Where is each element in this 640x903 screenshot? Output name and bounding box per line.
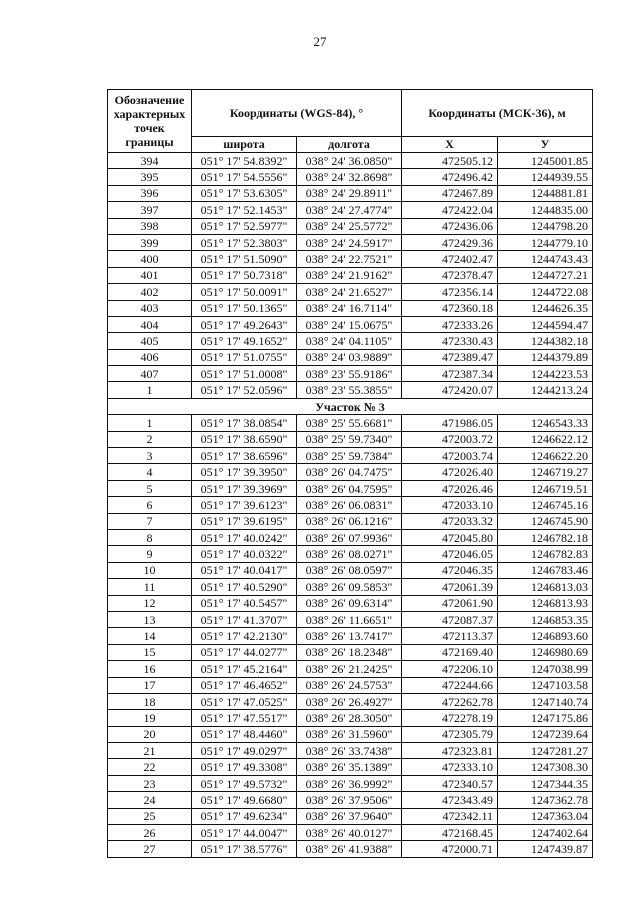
y-cell: 1244594.47 xyxy=(498,316,593,332)
longitude-cell: 038° 26' 09.6314" xyxy=(297,595,402,611)
x-cell: 472342.11 xyxy=(402,808,498,824)
header-y: У xyxy=(498,136,593,152)
latitude-cell: 051° 17' 47.5517" xyxy=(192,710,297,726)
table-row xyxy=(108,284,593,300)
longitude-cell: 038° 26' 40.0127" xyxy=(297,825,402,841)
x-cell: 472061.39 xyxy=(402,579,498,595)
y-cell: 1244779.10 xyxy=(498,234,593,250)
point-id-cell: 11 xyxy=(108,579,192,595)
y-cell: 1246980.69 xyxy=(498,644,593,660)
longitude-cell: 038° 24' 16.7114" xyxy=(297,300,402,316)
longitude-cell: 038° 26' 13.7417" xyxy=(297,628,402,644)
x-cell: 472360.18 xyxy=(402,300,498,316)
y-cell: 1244379.89 xyxy=(498,349,593,365)
latitude-cell: 051° 17' 51.0008" xyxy=(192,366,297,382)
table-row xyxy=(108,743,593,759)
latitude-cell: 051° 17' 46.4652" xyxy=(192,677,297,693)
table-row xyxy=(108,825,593,841)
table-row xyxy=(108,562,593,578)
longitude-cell: 038° 26' 28.3050" xyxy=(297,710,402,726)
x-cell: 472496.42 xyxy=(402,169,498,185)
y-cell: 1247239.64 xyxy=(498,726,593,742)
table-row xyxy=(108,808,593,824)
latitude-cell: 051° 17' 52.1453" xyxy=(192,202,297,218)
table-header-row xyxy=(108,90,593,137)
y-cell: 1247175.86 xyxy=(498,710,593,726)
longitude-cell: 038° 24' 27.4774" xyxy=(297,202,402,218)
y-cell: 1247281.27 xyxy=(498,743,593,759)
table-row xyxy=(108,775,593,791)
latitude-cell: 051° 17' 44.0277" xyxy=(192,644,297,660)
x-cell: 472169.40 xyxy=(402,644,498,660)
longitude-cell: 038° 26' 26.4927" xyxy=(297,693,402,709)
y-cell: 1247363.04 xyxy=(498,808,593,824)
table-row xyxy=(108,300,593,316)
latitude-cell: 051° 17' 54.8392" xyxy=(192,153,297,169)
point-id-cell: 397 xyxy=(108,202,192,218)
y-cell: 1244835.00 xyxy=(498,202,593,218)
x-cell: 472000.71 xyxy=(402,841,498,857)
point-id-cell: 21 xyxy=(108,743,192,759)
table-row xyxy=(108,431,593,447)
point-id-cell: 405 xyxy=(108,333,192,349)
y-cell: 1246622.20 xyxy=(498,448,593,464)
y-cell: 1244382.18 xyxy=(498,333,593,349)
longitude-cell: 038° 26' 04.7475" xyxy=(297,464,402,480)
table-row xyxy=(108,316,593,332)
y-cell: 1244626.35 xyxy=(498,300,593,316)
y-cell: 1246893.60 xyxy=(498,628,593,644)
latitude-cell: 051° 17' 49.5732" xyxy=(192,775,297,791)
longitude-cell: 038° 24' 36.0850" xyxy=(297,153,402,169)
point-id-cell: 402 xyxy=(108,284,192,300)
longitude-cell: 038° 24' 25.5772" xyxy=(297,218,402,234)
table-row xyxy=(108,628,593,644)
point-id-cell: 14 xyxy=(108,628,192,644)
x-cell: 472343.49 xyxy=(402,792,498,808)
y-cell: 1244213.24 xyxy=(498,382,593,398)
table-row xyxy=(108,644,593,660)
latitude-cell: 051° 17' 49.2643" xyxy=(192,316,297,332)
latitude-cell: 051° 17' 40.5290" xyxy=(192,579,297,595)
table-row xyxy=(108,218,593,234)
table-row xyxy=(108,267,593,283)
x-cell: 472467.89 xyxy=(402,185,498,201)
latitude-cell: 051° 17' 51.5090" xyxy=(192,251,297,267)
table-row xyxy=(108,202,593,218)
longitude-cell: 038° 26' 07.9936" xyxy=(297,529,402,545)
table-row xyxy=(108,382,593,398)
y-cell: 1247439.87 xyxy=(498,841,593,857)
latitude-cell: 051° 17' 38.6596" xyxy=(192,448,297,464)
table-row xyxy=(108,579,593,595)
point-id-cell: 26 xyxy=(108,825,192,841)
latitude-cell: 051° 17' 51.0755" xyxy=(192,349,297,365)
longitude-cell: 038° 26' 18.2348" xyxy=(297,644,402,660)
y-cell: 1244798.20 xyxy=(498,218,593,234)
point-id-cell: 403 xyxy=(108,300,192,316)
latitude-cell: 051° 17' 52.0596" xyxy=(192,382,297,398)
latitude-cell: 051° 17' 38.0854" xyxy=(192,415,297,431)
y-cell: 1244939.55 xyxy=(498,169,593,185)
latitude-cell: 051° 17' 50.7318" xyxy=(192,267,297,283)
y-cell: 1246622.12 xyxy=(498,431,593,447)
latitude-cell: 051° 17' 40.0242" xyxy=(192,529,297,545)
latitude-cell: 051° 17' 49.1652" xyxy=(192,333,297,349)
latitude-cell: 051° 17' 40.5457" xyxy=(192,595,297,611)
longitude-cell: 038° 26' 35.1389" xyxy=(297,759,402,775)
table-row xyxy=(108,513,593,529)
point-id-cell: 407 xyxy=(108,366,192,382)
point-id-cell: 17 xyxy=(108,677,192,693)
table-row xyxy=(108,595,593,611)
y-cell: 1247362.78 xyxy=(498,792,593,808)
table-row xyxy=(108,759,593,775)
point-id-cell: 404 xyxy=(108,316,192,332)
latitude-cell: 051° 17' 38.5776" xyxy=(192,841,297,857)
point-id-cell: 399 xyxy=(108,234,192,250)
longitude-cell: 038° 23' 55.9186" xyxy=(297,366,402,382)
longitude-cell: 038° 26' 41.9388" xyxy=(297,841,402,857)
longitude-cell: 038° 26' 37.9640" xyxy=(297,808,402,824)
point-id-cell: 394 xyxy=(108,153,192,169)
x-cell: 472278.19 xyxy=(402,710,498,726)
longitude-cell: 038° 26' 24.5753" xyxy=(297,677,402,693)
point-id-cell: 20 xyxy=(108,726,192,742)
y-cell: 1246745.16 xyxy=(498,497,593,513)
x-cell: 472046.35 xyxy=(402,562,498,578)
x-cell: 472330.43 xyxy=(402,333,498,349)
longitude-cell: 038° 24' 22.7521" xyxy=(297,251,402,267)
y-cell: 1247103.58 xyxy=(498,677,593,693)
latitude-cell: 051° 17' 49.6680" xyxy=(192,792,297,808)
table-row xyxy=(108,169,593,185)
longitude-cell: 038° 25' 55.6681" xyxy=(297,415,402,431)
point-id-cell: 401 xyxy=(108,267,192,283)
latitude-cell: 051° 17' 52.5977" xyxy=(192,218,297,234)
table-row xyxy=(108,464,593,480)
table-row xyxy=(108,185,593,201)
x-cell: 472206.10 xyxy=(402,661,498,677)
y-cell: 1247038.99 xyxy=(498,661,593,677)
table-row xyxy=(108,611,593,627)
longitude-cell: 038° 24' 21.9162" xyxy=(297,267,402,283)
page-number: 27 xyxy=(313,34,327,49)
longitude-cell: 038° 24' 04.1105" xyxy=(297,333,402,349)
y-cell: 1244223.53 xyxy=(498,366,593,382)
point-id-cell: 12 xyxy=(108,595,192,611)
latitude-cell: 051° 17' 45.2164" xyxy=(192,661,297,677)
latitude-cell: 051° 17' 42.2130" xyxy=(192,628,297,644)
longitude-cell: 038° 26' 37.9506" xyxy=(297,792,402,808)
longitude-cell: 038° 25' 59.7384" xyxy=(297,448,402,464)
point-id-cell: 7 xyxy=(108,513,192,529)
latitude-cell: 051° 17' 40.0417" xyxy=(192,562,297,578)
point-id-cell: 19 xyxy=(108,710,192,726)
point-id-cell: 9 xyxy=(108,546,192,562)
point-id-cell: 15 xyxy=(108,644,192,660)
y-cell: 1246853.35 xyxy=(498,611,593,627)
y-cell: 1246782.18 xyxy=(498,529,593,545)
longitude-cell: 038° 24' 24.5917" xyxy=(297,234,402,250)
latitude-cell: 051° 17' 49.0297" xyxy=(192,743,297,759)
table-row xyxy=(108,480,593,496)
longitude-cell: 038° 26' 31.5960" xyxy=(297,726,402,742)
longitude-cell: 038° 26' 36.9992" xyxy=(297,775,402,791)
point-id-cell: 10 xyxy=(108,562,192,578)
table-row xyxy=(108,841,593,857)
latitude-cell: 051° 17' 38.6590" xyxy=(192,431,297,447)
table-row xyxy=(108,234,593,250)
x-cell: 472333.10 xyxy=(402,759,498,775)
y-cell: 1246719.27 xyxy=(498,464,593,480)
x-cell: 472262.78 xyxy=(402,693,498,709)
y-cell: 1246719.51 xyxy=(498,480,593,496)
latitude-cell: 051° 17' 39.3969" xyxy=(192,480,297,496)
x-cell: 472389.47 xyxy=(402,349,498,365)
longitude-cell: 038° 26' 04.7595" xyxy=(297,480,402,496)
x-cell: 472323.81 xyxy=(402,743,498,759)
point-id-cell: 4 xyxy=(108,464,192,480)
longitude-cell: 038° 26' 06.0831" xyxy=(297,497,402,513)
table-row xyxy=(108,333,593,349)
x-cell: 472340.57 xyxy=(402,775,498,791)
y-cell: 1246813.93 xyxy=(498,595,593,611)
x-cell: 472420.07 xyxy=(402,382,498,398)
x-cell: 472305.79 xyxy=(402,726,498,742)
latitude-cell: 051° 17' 50.0091" xyxy=(192,284,297,300)
x-cell: 472026.46 xyxy=(402,480,498,496)
x-cell: 472003.72 xyxy=(402,431,498,447)
longitude-cell: 038° 26' 33.7438" xyxy=(297,743,402,759)
header-msk: Координаты (МСК-36), м xyxy=(402,90,593,137)
x-cell: 472356.14 xyxy=(402,284,498,300)
coordinates-table xyxy=(107,89,593,858)
x-cell: 472045.80 xyxy=(402,529,498,545)
y-cell: 1246813.03 xyxy=(498,579,593,595)
x-cell: 472333.26 xyxy=(402,316,498,332)
x-cell: 472436.06 xyxy=(402,218,498,234)
table-row xyxy=(108,546,593,562)
point-id-cell: 22 xyxy=(108,759,192,775)
x-cell: 472387.34 xyxy=(402,366,498,382)
y-cell: 1244722.08 xyxy=(498,284,593,300)
x-cell: 472033.10 xyxy=(402,497,498,513)
y-cell: 1247402.64 xyxy=(498,825,593,841)
x-cell: 472429.36 xyxy=(402,234,498,250)
latitude-cell: 051° 17' 50.1365" xyxy=(192,300,297,316)
table-row xyxy=(108,726,593,742)
table-row xyxy=(108,366,593,382)
point-id-cell: 16 xyxy=(108,661,192,677)
header-lat: широта xyxy=(192,136,297,152)
x-cell: 472003.74 xyxy=(402,448,498,464)
header-wgs: Координаты (WGS-84), ° xyxy=(192,90,402,137)
table-row xyxy=(108,448,593,464)
y-cell: 1244881.81 xyxy=(498,185,593,201)
point-id-cell: 395 xyxy=(108,169,192,185)
longitude-cell: 038° 24' 15.0675" xyxy=(297,316,402,332)
latitude-cell: 051° 17' 40.0322" xyxy=(192,546,297,562)
point-id-cell: 1 xyxy=(108,415,192,431)
point-id-cell: 6 xyxy=(108,497,192,513)
x-cell: 472505.12 xyxy=(402,153,498,169)
latitude-cell: 051° 17' 48.4460" xyxy=(192,726,297,742)
y-cell: 1244743.43 xyxy=(498,251,593,267)
longitude-cell: 038° 25' 59.7340" xyxy=(297,431,402,447)
longitude-cell: 038° 24' 29.8911" xyxy=(297,185,402,201)
latitude-cell: 051° 17' 49.3308" xyxy=(192,759,297,775)
latitude-cell: 051° 17' 52.3803" xyxy=(192,234,297,250)
header-point: Обозначение характерных точек границы xyxy=(108,90,192,153)
y-cell: 1247344.35 xyxy=(498,775,593,791)
x-cell: 472033.32 xyxy=(402,513,498,529)
y-cell: 1246782.83 xyxy=(498,546,593,562)
x-cell: 472244.66 xyxy=(402,677,498,693)
point-id-cell: 13 xyxy=(108,611,192,627)
longitude-cell: 038° 24' 03.9889" xyxy=(297,349,402,365)
table-row xyxy=(108,792,593,808)
x-cell: 472026.40 xyxy=(402,464,498,480)
y-cell: 1246783.46 xyxy=(498,562,593,578)
table-row xyxy=(108,677,593,693)
header-lon: долгота xyxy=(297,136,402,152)
point-id-cell: 3 xyxy=(108,448,192,464)
x-cell: 472422.04 xyxy=(402,202,498,218)
longitude-cell: 038° 24' 32.8698" xyxy=(297,169,402,185)
table-row xyxy=(108,251,593,267)
y-cell: 1245001.85 xyxy=(498,153,593,169)
x-cell: 472168.45 xyxy=(402,825,498,841)
latitude-cell: 051° 17' 54.5556" xyxy=(192,169,297,185)
table-row xyxy=(108,693,593,709)
x-cell: 472046.05 xyxy=(402,546,498,562)
y-cell: 1246543.33 xyxy=(498,415,593,431)
x-cell: 472402.47 xyxy=(402,251,498,267)
point-id-cell: 23 xyxy=(108,775,192,791)
latitude-cell: 051° 17' 49.6234" xyxy=(192,808,297,824)
y-cell: 1244727.21 xyxy=(498,267,593,283)
point-id-cell: 27 xyxy=(108,841,192,857)
table-row xyxy=(108,415,593,431)
point-id-cell: 1 xyxy=(108,382,192,398)
section-row xyxy=(108,398,593,414)
point-id-cell: 400 xyxy=(108,251,192,267)
longitude-cell: 038° 26' 21.2425" xyxy=(297,661,402,677)
point-id-cell: 8 xyxy=(108,529,192,545)
latitude-cell: 051° 17' 47.0525" xyxy=(192,693,297,709)
latitude-cell: 051° 17' 53.6305" xyxy=(192,185,297,201)
table-row xyxy=(108,349,593,365)
x-cell: 472087.37 xyxy=(402,611,498,627)
x-cell: 472061.90 xyxy=(402,595,498,611)
longitude-cell: 038° 23' 55.3855" xyxy=(297,382,402,398)
longitude-cell: 038° 26' 11.6651" xyxy=(297,611,402,627)
longitude-cell: 038° 24' 21.6527" xyxy=(297,284,402,300)
y-cell: 1246745.90 xyxy=(498,513,593,529)
table-body-part-2 xyxy=(108,415,593,858)
longitude-cell: 038° 26' 08.0597" xyxy=(297,562,402,578)
point-id-cell: 25 xyxy=(108,808,192,824)
table-row xyxy=(108,497,593,513)
table-row xyxy=(108,661,593,677)
table-row xyxy=(108,710,593,726)
header-x: X xyxy=(402,136,498,152)
point-id-cell: 24 xyxy=(108,792,192,808)
point-id-cell: 5 xyxy=(108,480,192,496)
point-id-cell: 2 xyxy=(108,431,192,447)
longitude-cell: 038° 26' 09.5853" xyxy=(297,579,402,595)
point-id-cell: 406 xyxy=(108,349,192,365)
table-body-part-1 xyxy=(108,153,593,399)
y-cell: 1247140.74 xyxy=(498,693,593,709)
latitude-cell: 051° 17' 41.3707" xyxy=(192,611,297,627)
x-cell: 472378.47 xyxy=(402,267,498,283)
table-row xyxy=(108,529,593,545)
latitude-cell: 051° 17' 39.3950" xyxy=(192,464,297,480)
section-title: Участок № 3 xyxy=(108,398,593,414)
latitude-cell: 051° 17' 44.0047" xyxy=(192,825,297,841)
table-row xyxy=(108,153,593,169)
section-row-group xyxy=(108,398,593,414)
latitude-cell: 051° 17' 39.6123" xyxy=(192,497,297,513)
latitude-cell: 051° 17' 39.6195" xyxy=(192,513,297,529)
x-cell: 471986.05 xyxy=(402,415,498,431)
longitude-cell: 038° 26' 06.1216" xyxy=(297,513,402,529)
longitude-cell: 038° 26' 08.0271" xyxy=(297,546,402,562)
y-cell: 1247308.30 xyxy=(498,759,593,775)
x-cell: 472113.37 xyxy=(402,628,498,644)
point-id-cell: 398 xyxy=(108,218,192,234)
point-id-cell: 18 xyxy=(108,693,192,709)
point-id-cell: 396 xyxy=(108,185,192,201)
